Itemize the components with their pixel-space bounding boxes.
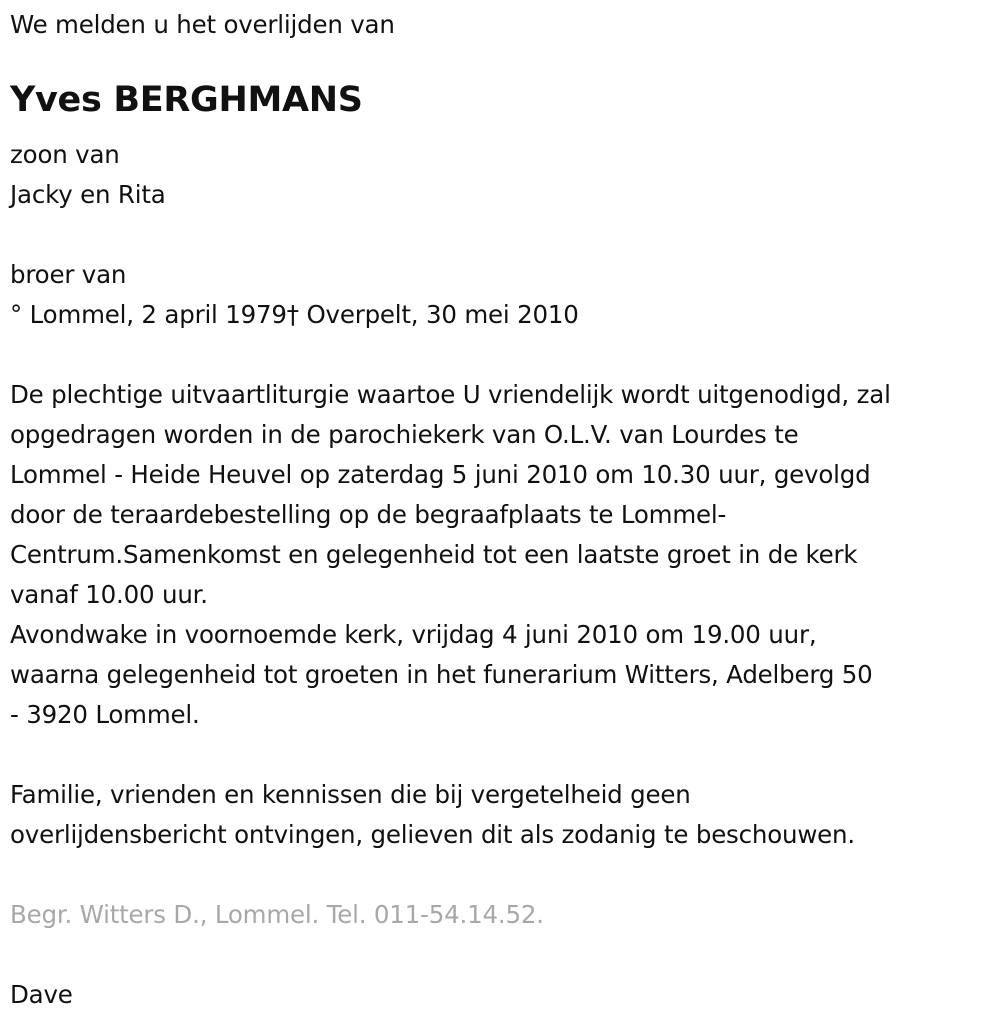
notice-line: overlijdensbericht ontvingen, gelieven dit als zodanig te beschouwen. — [10, 820, 855, 849]
signature: Dave — [10, 980, 73, 1009]
notice-line: Familie, vrienden en kennissen die bij vergetelheid geen — [10, 780, 691, 809]
ceremony-line: vanaf 10.00 uur. — [10, 580, 208, 609]
ceremony-line: opgedragen worden in de parochiekerk van O.L.V. van Lourdes te — [10, 420, 799, 449]
ceremony-line: door de teraardebestelling op de begraafplaats te Lommel- — [10, 500, 727, 529]
notice-paragraph — [10, 775, 1000, 855]
ceremony-line: Avondwake in voornoemde kerk, vrijdag 4 juni 2010 om 19.00 uur, — [10, 620, 817, 649]
ceremony-line: Centrum.Samenkomst en gelegenheid tot een laatste groet in de kerk — [10, 540, 858, 569]
ceremony-line: Lommel - Heide Heuvel op zaterdag 5 juni 2010 om 10.30 uur, gevolgd — [10, 460, 871, 489]
ceremony-line: waarna gelegenheid tot groeten in het funerarium Witters, Adelberg 50 — [10, 660, 873, 689]
parents: Jacky en Rita — [10, 180, 166, 209]
ceremony-paragraph — [10, 375, 1000, 735]
undertaker-info: Begr. Witters D., Lommel. Tel. 011-54.14.52. — [10, 900, 544, 929]
ceremony-line: De plechtige uitvaartliturgie waartoe U vriendelijk wordt uitgenodigd, zal — [10, 380, 891, 409]
intro-text: We melden u het overlijden van — [10, 10, 395, 39]
ceremony-line: - 3920 Lommel. — [10, 700, 200, 729]
relation-son-of: zoon van — [10, 140, 120, 169]
birth-death-dates: ° Lommel, 2 april 1979† Overpelt, 30 mei 2010 — [10, 300, 579, 329]
deceased-name: Yves BERGHMANS — [10, 80, 363, 120]
relation-brother-of: broer van — [10, 260, 127, 289]
